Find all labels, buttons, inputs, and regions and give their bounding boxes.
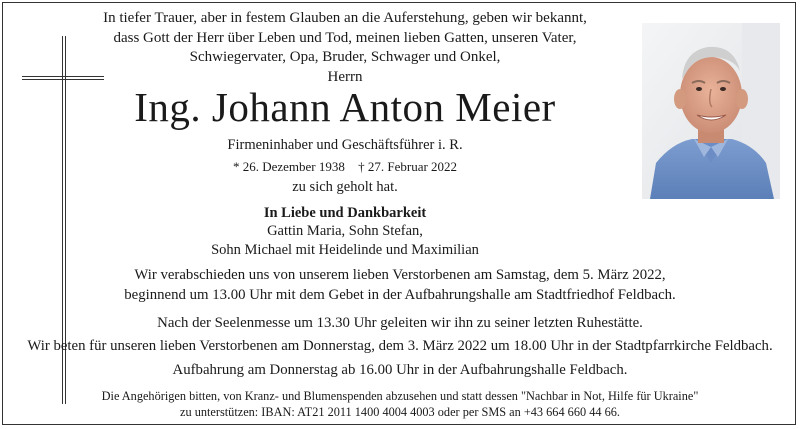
farewell-line: Wir verabschieden uns von unserem lieben Verstorbenen am Samstag, dem 5. März 2022, [134, 267, 666, 283]
deceased-role: Firmeninhaber und Geschäftsführer i. R. [227, 137, 463, 153]
life-dates [60, 158, 630, 176]
family-line: Gattin Maria, Sohn Stefan, [267, 223, 423, 239]
intro-line: In tiefer Trauer, aber in festem Glauben an die Auferstehung, geben wir bekannt, [103, 10, 587, 26]
intro-text [60, 9, 630, 87]
intro-line: Herrn [327, 68, 363, 85]
family-list [60, 222, 630, 259]
love-heading: In Liebe und Dankbarkeit [263, 205, 427, 221]
footer-line: Die Angehörigen bitten, von Kranz- und Blumenspenden abzusehen und statt dessen "Nachbar in Not, Hilfe für Ukraine" [101, 389, 699, 403]
family-line: Sohn Michael mit Heidelinde und Maximilian [211, 241, 479, 258]
intro-line: dass Gott der Herr über Leben und Tod, meinen lieben Gatten, unseren Vater, [113, 29, 577, 46]
donation-footer [0, 388, 800, 420]
deceased-name: Ing. Johann Anton Meier [134, 84, 556, 130]
footer-line: zu unterstützen: IBAN: AT21 2011 1400 4004 4003 oder per SMS an +43 664 660 44 66. [180, 405, 620, 419]
mass-text: Nach der Seelenmesse um 13.30 Uhr geleiten wir ihn zu seiner letzten Ruhestätte. [157, 315, 643, 331]
death-date: † 27. Februar 2022 [358, 159, 458, 174]
prayer-text: Wir beten für unseren lieben Verstorbenen am Donnerstag, dem 3. März 2022 um 18.00 Uhr in der Stadtpfarrkirche Feldbach. [27, 338, 773, 354]
portrait-photo [642, 23, 780, 199]
called-home-text: zu sich geholt hat. [292, 179, 398, 195]
birth-date: * 26. Dezember 1938 [232, 159, 345, 174]
farewell-text [0, 265, 800, 305]
viewing-text: Aufbahrung am Donnerstag ab 16.00 Uhr in der Aufbahrungshalle Feldbach. [172, 362, 628, 378]
portrait-image [642, 23, 780, 199]
farewell-line: beginnend um 13.00 Uhr mit dem Gebet in der Aufbahrungshalle am Stadtfriedhof Feldbach. [124, 287, 676, 303]
intro-line: Schwiegervater, Opa, Bruder, Schwager und Onkel, [189, 49, 501, 65]
